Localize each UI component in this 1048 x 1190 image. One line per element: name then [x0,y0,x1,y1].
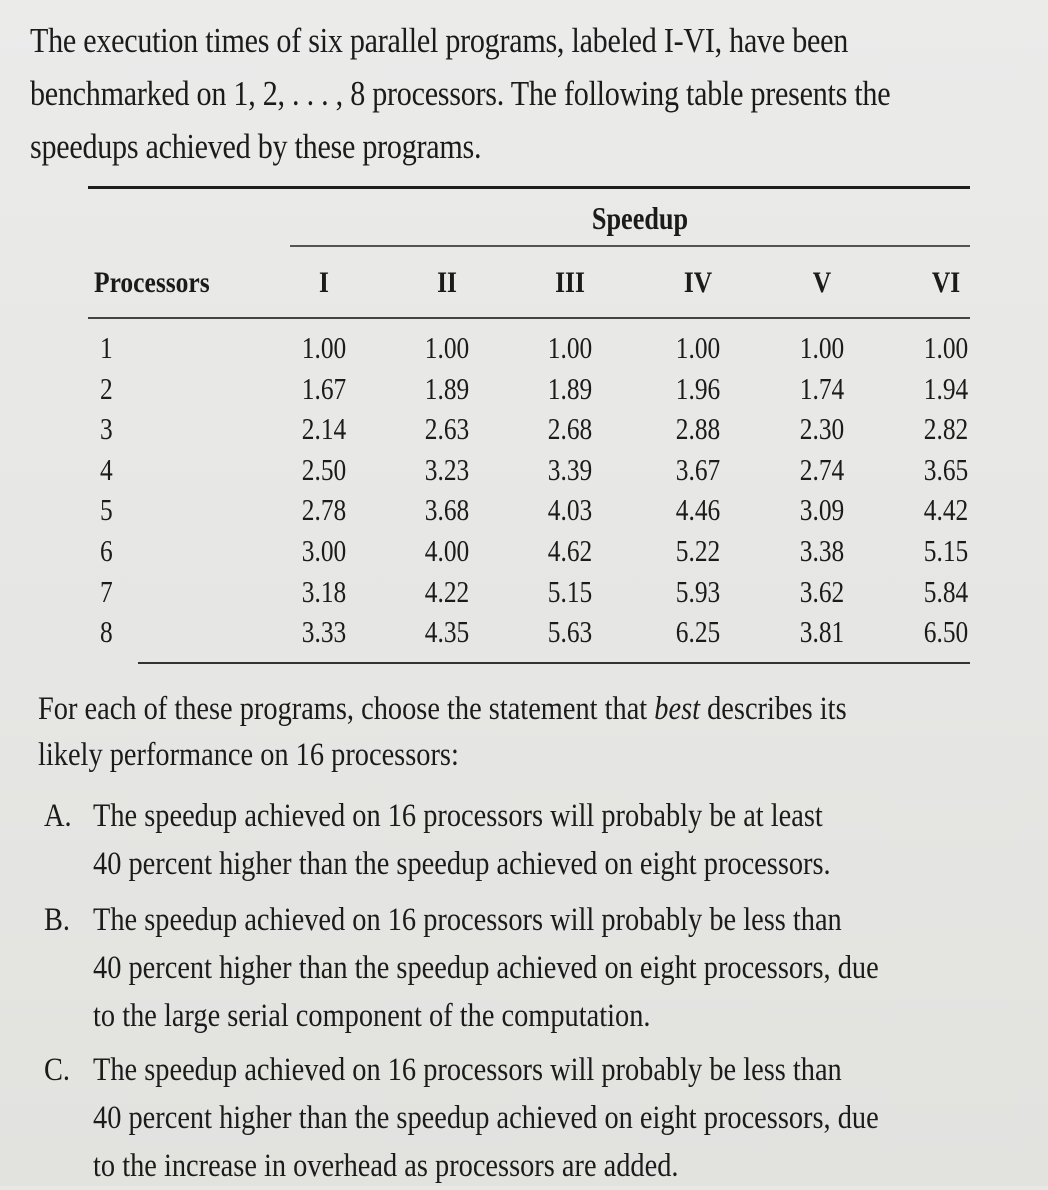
table-top-rule [88,186,970,189]
question-line: likely performance on 16 processors: [38,737,459,773]
speedup-cell: 4.46 [675,492,721,528]
speedup-cell: 2.82 [923,411,969,447]
speedup-cell: 3.65 [923,451,969,487]
processor-count-cell: 6 [100,533,113,568]
speedup-cell: 5.22 [675,533,721,568]
speedup-cell: 5.15 [923,533,969,568]
question-line: For each of these programs, choose the statement that [38,691,655,727]
speedup-cell: 2.14 [301,411,347,447]
program-column-header: VI [931,266,961,299]
speedup-cell: 3.23 [424,451,470,487]
speedup-cell: 1.00 [799,330,845,365]
intro-paragraph [30,14,890,173]
processor-count-cell: 2 [100,370,113,406]
program-column-header: III [555,266,585,299]
speedup-cell: 3.33 [301,614,347,650]
option-line: The speedup achieved on 16 processors will probably be at least [93,798,823,834]
speedup-cell: 4.42 [923,492,969,528]
speedup-cell: 5.15 [547,573,593,609]
speedup-cell: 3.09 [799,492,845,528]
speedup-cell: 2.68 [547,411,593,447]
option-letter: C. [44,1052,71,1088]
speedup-cell: 6.50 [923,614,969,650]
option-line: The speedup achieved on 16 processors will probably be less than [93,1052,842,1088]
speedup-cell: 3.62 [799,573,845,609]
option-line: to the large serial component of the computation. [93,998,651,1034]
processor-count-cell: 1 [100,330,113,365]
speedup-cell: 4.22 [424,573,470,609]
speedup-header-rule [290,245,970,247]
speedup-cell: 3.81 [799,614,845,650]
speedup-cell: 1.67 [301,370,347,406]
speedup-cell: 4.35 [424,614,470,650]
speedup-cell: 1.94 [923,370,969,406]
intro-line: speedups achieved by these programs. [30,127,482,166]
program-column-header: II [437,266,457,299]
speedup-cell: 1.00 [675,330,721,365]
speedup-cell: 3.68 [424,492,470,528]
intro-line: The execution times of six parallel programs, labeled I-VI, have been [30,21,848,60]
speedup-cell: 2.88 [675,411,721,447]
program-column-header: IV [683,266,713,299]
speedup-cell: 1.89 [424,370,470,406]
speedup-cell: 3.38 [799,533,845,568]
answer-options [44,792,879,1190]
option-letter: A. [44,798,72,834]
speedup-cell: 5.84 [923,573,969,609]
option-letter: B. [44,902,71,938]
speedup-cell: 1.89 [547,370,593,406]
option-line: to the increase in overhead as processors are added. [93,1148,679,1184]
speedup-cell: 1.00 [301,330,347,365]
option-a [44,792,879,888]
speedup-cell: 1.96 [675,370,721,406]
speedup-cell: 5.63 [547,614,593,650]
speedup-cell: 1.00 [923,330,969,365]
speedup-cell: 4.00 [424,533,470,568]
option-line: 40 percent higher than the speedup achieved on eight processors, due [93,950,879,986]
speedup-cell: 2.74 [799,451,845,487]
program-column-header: I [319,266,329,299]
speedup-cell: 1.00 [547,330,593,365]
speedup-cell: 3.00 [301,533,347,568]
question-emphasis: best [654,691,701,727]
speedup-cell: 4.62 [547,533,593,568]
processor-count-cell: 5 [100,492,113,528]
program-column-header: V [812,266,832,299]
column-header-rule [88,317,970,319]
option-line: The speedup achieved on 16 processors will probably be less than [93,902,842,938]
processor-count-cell: 7 [100,573,113,609]
speedup-cell: 3.18 [301,573,347,609]
processor-count-cell: 3 [100,411,113,447]
question-line: describes its [700,691,847,727]
speedup-cell: 5.93 [675,573,721,609]
speedup-cell: 1.00 [424,330,470,365]
processors-column-header: Processors [94,266,210,299]
speedup-cell: 2.30 [799,411,845,447]
option-line: 40 percent higher than the speedup achieved on eight processors, due [93,1100,879,1136]
question-text [38,686,847,778]
speedup-cell: 2.50 [301,451,347,487]
speedup-cell: 6.25 [675,614,721,650]
speedup-group-header: Speedup [591,200,689,236]
speedup-cell: 2.63 [424,411,470,447]
speedup-cell: 4.03 [547,492,593,528]
option-line: 40 percent higher than the speedup achieved on eight processors. [93,846,831,882]
option-c [44,1046,879,1190]
speedup-cell: 2.78 [301,492,347,528]
option-b [44,896,879,1040]
processor-count-cell: 4 [100,451,113,487]
speedup-cell: 3.67 [675,451,721,487]
processor-count-cell: 8 [100,614,113,650]
table-bottom-rule [138,662,970,664]
speedup-cell: 1.74 [799,370,845,406]
intro-line: benchmarked on 1, 2, . . . , 8 processors. The following table presents the [30,74,891,113]
speedup-cell: 3.39 [547,451,593,487]
